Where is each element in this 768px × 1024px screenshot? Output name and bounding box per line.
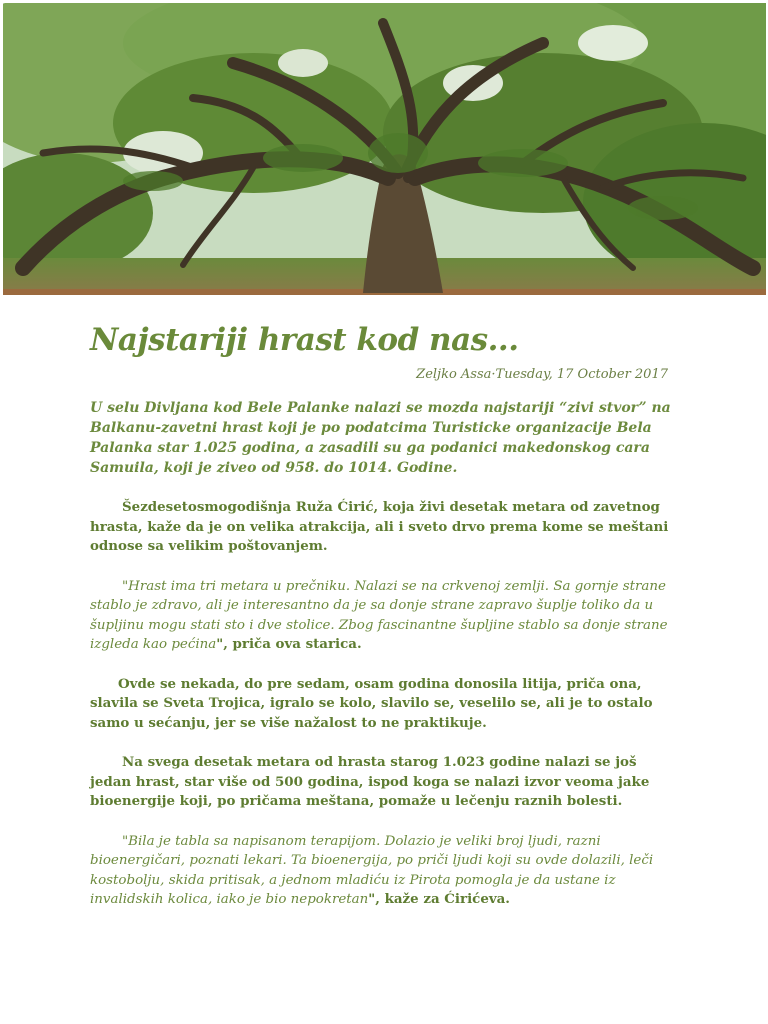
article-title: Najstariji hrast kod nas...: [90, 322, 519, 358]
paragraph-5: [90, 832, 680, 910]
article: [90, 320, 680, 910]
quote-attribution: ", priča ova starica.: [216, 636, 362, 652]
article-lead: U selu Divljana kod Bele Palanke nalazi se mozda najstariji “zivi stvor” na Balkanu-zavetni hrast koji je po podatcima Turisticke organizacije Bela Palanka star 1.025 godina, a zasadili su ga podanici makedonskog cara Samuila, koji je ziveo od 958. do 1014. Godine.: [90, 400, 671, 476]
article-byline: Zeljko Assa·Tuesday, 17 October 2017: [416, 367, 668, 382]
quote-text: "Hrast ima tri metara u prečniku. Nalazi se na crkvenoj zemlji. Sa gornje strane stablo je zdravo, ali je interesantno da je sa donje strane zapravo šuplje toliko da u šupljinu mogu stati sto i dve stolice. Zbog fascinantne šupljine stablo sa donje strane izgleda kao pećina: [90, 578, 668, 652]
quote-text: "Bila je tabla sa napisanom terapijom. Dolazio je veliki broj ljudi, razni bioenergičari, poznati lekari. Ta bioenergija, po priči ljudi koji su ovde dolazili, leči kostobolju, skida pritisak, a jednom mladiću iz Pirota pomogla je da ustane iz invalidskih kolica, iako je bio nepokretan: [90, 833, 654, 907]
hero-image-oak-tree: [3, 3, 766, 295]
quote-attribution: ", kaže za Ćirićeva.: [368, 891, 510, 907]
paragraph-3: Ovde se nekada, do pre sedam, osam godina donosila litija, priča ona, slavila se Sveta Trojica, igralo se kolo, slavilo se, veselilo se, ali je to ostalo samo u sećanju, jer se više nažalost to ne praktikuje.: [90, 675, 653, 731]
paragraph-1: Šezdesetosmogodišnja Ruža Ćirić, koja živi desetak metara od zavetnog hrasta, kaže da je on velika atrakcija, ali i sveto drvo prema kome se meštani odnose sa velikim poštovanjem.: [90, 499, 669, 554]
paragraph-4: Na svega desetak metara od hrasta starog 1.023 godine nalazi se još jedan hrast, star više od 500 godina, ispod koga se nalazi izvor veoma jake bioenergije koji, po pričama meštana, pomaže u lečenju raznih bolesti.: [90, 754, 650, 809]
paragraph-2: [90, 577, 680, 655]
